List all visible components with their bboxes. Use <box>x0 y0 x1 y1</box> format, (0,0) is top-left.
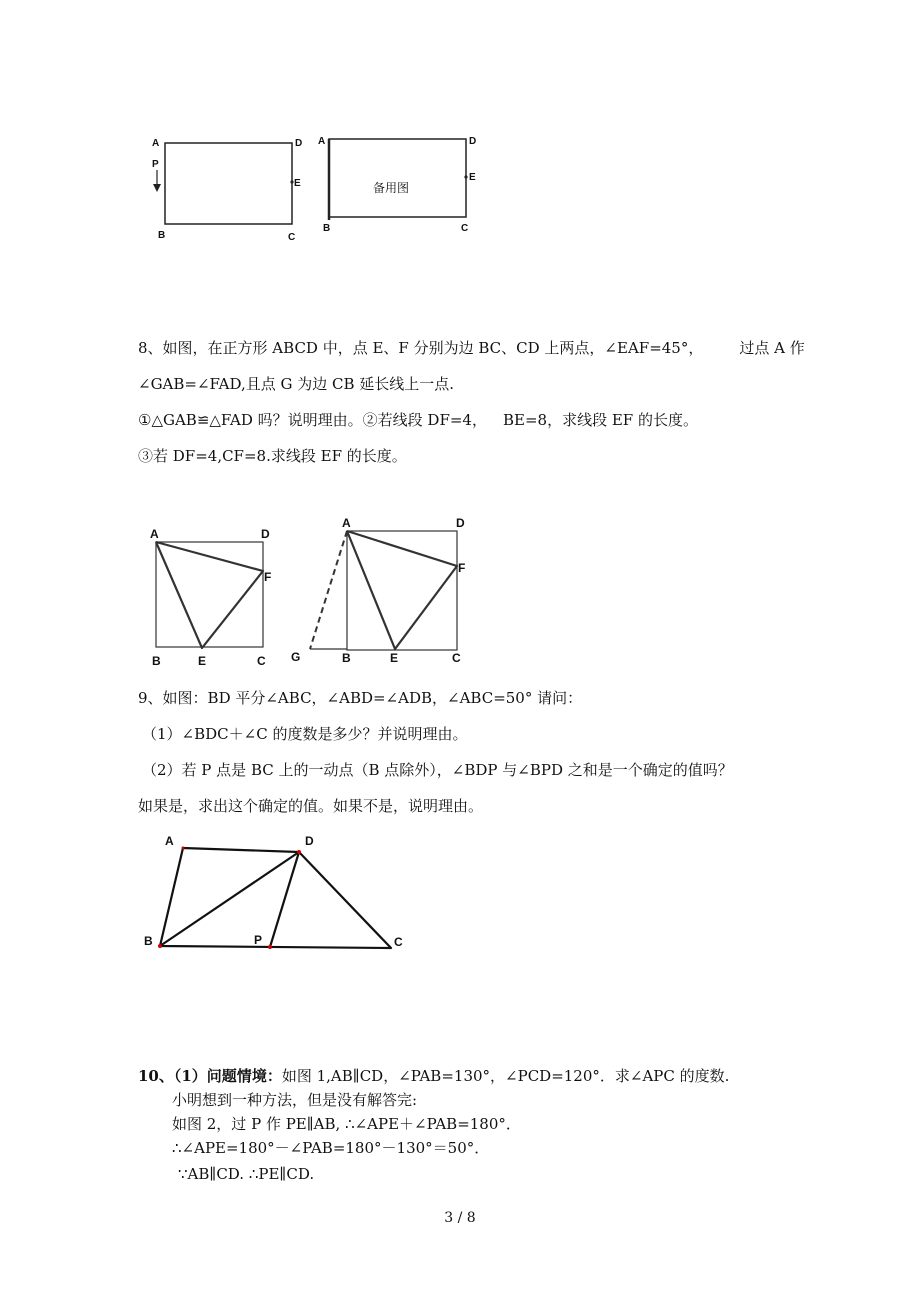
rectangle-abcd <box>329 139 466 217</box>
label-d: D <box>261 527 270 541</box>
q10-number: 10、 <box>138 1067 174 1085</box>
label-e: E <box>469 172 476 183</box>
q8-line-4: ③若 DF=4,CF=8.求线段 EF 的长度。 <box>138 447 407 465</box>
label-d: D <box>456 516 465 530</box>
q10-line-3: 如图 2，过 P 作 PE∥AB, ∴∠APE＋∠PAB=180°． <box>172 1115 521 1133</box>
label-a: A <box>318 136 326 147</box>
segment-ag-dashed <box>310 531 347 649</box>
page-number: 3 / 8 <box>444 1210 476 1226</box>
label-d: D <box>469 136 477 147</box>
q8-line-1: 8、如图，在正方形 ABCD 中，点 E、F 分别为边 BC、CD 上两点，∠EAF=45°， 过点 A 作 <box>138 339 805 357</box>
backup-caption: 备用图 <box>373 181 410 195</box>
q10-line-1 <box>138 1066 729 1086</box>
quadrilateral <box>160 848 391 948</box>
label-b: B <box>152 654 161 668</box>
figure-square-gaf <box>285 512 485 672</box>
label-a: A <box>152 138 160 149</box>
figure-rectangle-backup <box>315 128 495 248</box>
label-a: A <box>150 527 159 541</box>
arrow-head <box>153 184 161 192</box>
label-e: E <box>198 654 207 668</box>
label-c: C <box>257 654 266 668</box>
label-g: G <box>291 650 301 664</box>
q9-line-4: 如果是，求出这个确定的值。如果不是，说明理由。 <box>138 797 484 815</box>
q10-line-5: ∵AB∥CD. ∴PE∥CD. <box>178 1165 315 1183</box>
label-d: D <box>295 138 303 149</box>
q8-line-3: ①△GAB≌△FAD 吗？说明理由。②若线段 DF=4， BE=8，求线段 EF 的长度。 <box>138 411 698 429</box>
label-f: F <box>458 561 466 575</box>
q8-line-2: ∠GAB=∠FAD,且点 G 为边 CB 延长线上一点. <box>138 375 455 393</box>
q9-line-2: （1）∠BDC＋∠C 的度数是多少？并说明理由。 <box>142 725 468 743</box>
q10-label: （1）问题情境： <box>173 1067 282 1085</box>
figure-square-aef <box>140 520 290 670</box>
label-c: C <box>461 223 469 234</box>
rectangle-abcd <box>165 143 292 224</box>
q9-line-3: （2）若 P 点是 BC 上的一动点（B 点除外），∠BDP 与∠BPD 之和是一个确定的值吗？ <box>142 761 733 779</box>
label-b: B <box>323 223 331 234</box>
square-abcd <box>156 542 263 647</box>
label-e: E <box>390 651 399 665</box>
label-e: E <box>294 178 301 189</box>
q10-line-4: ∴∠APE=180°－∠PAB=180°－130°＝50°． <box>172 1139 490 1157</box>
q9-line-1: 9、如图：BD 平分∠ABC，∠ABD=∠ADB，∠ABC=50° 请问： <box>138 689 583 707</box>
label-p: P <box>254 933 263 947</box>
point-e <box>464 175 467 178</box>
label-b: B <box>342 651 351 665</box>
triangle-aef <box>347 531 457 649</box>
label-p: P <box>152 159 159 170</box>
label-c: C <box>452 651 461 665</box>
label-c: C <box>394 935 403 949</box>
label-b: B <box>158 230 166 241</box>
segment-bd <box>160 852 299 946</box>
q10-statement: 如图 1,AB∥CD，∠PAB=130°，∠PCD=120°．求∠APC 的度数. <box>281 1067 730 1085</box>
figure-rectangle-p <box>140 130 320 250</box>
figure-quadrilateral-abcd <box>140 830 420 960</box>
label-d: D <box>305 834 314 848</box>
label-a: A <box>342 516 351 530</box>
segment-pd <box>270 852 299 947</box>
label-a: A <box>165 834 174 848</box>
label-c: C <box>288 232 296 243</box>
label-f: F <box>264 570 272 584</box>
label-b: B <box>144 934 153 948</box>
q10-line-2: 小明想到一种方法，但是没有解答完: <box>172 1091 418 1109</box>
triangle-aef <box>156 542 263 648</box>
